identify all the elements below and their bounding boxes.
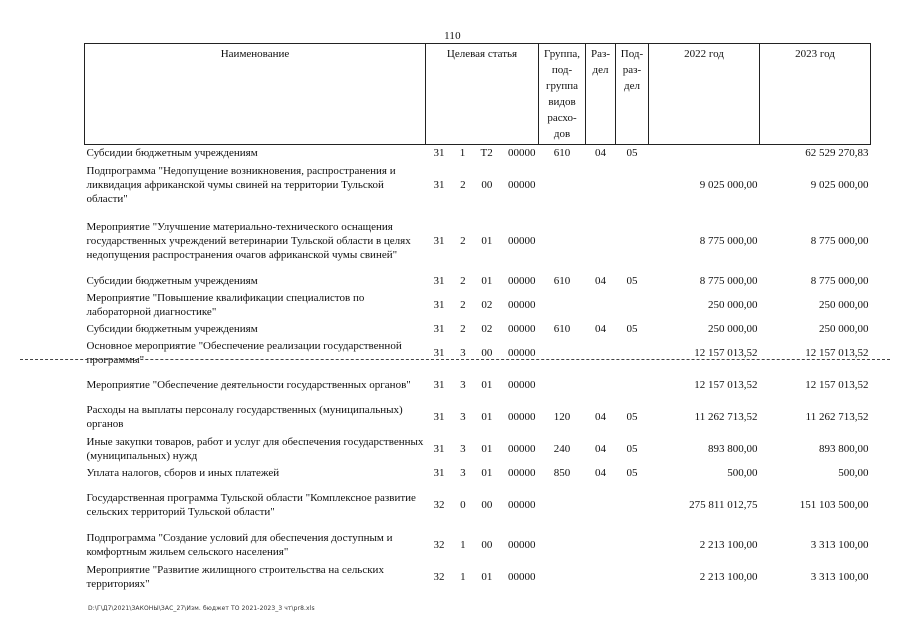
row-group: 850 [553,466,571,479]
header-year-2023: 2023 год [760,44,871,145]
code-part-c2: 2 [460,234,466,247]
row-value-2022: 8 775 000,00 [699,274,758,287]
row-section: 04 [595,442,606,455]
row-subsection [616,209,649,273]
row-value-2022: 275 811 012,75 [689,498,758,511]
code-part-c3: 01 [481,274,493,287]
code-part-c4: 00000 [507,178,536,191]
row-target-code [426,561,539,593]
row-name: Мероприятие "Повышение квалификации специалистов по лабораторной диагностике" [86,291,365,318]
header-year-2022: 2022 год [649,44,760,145]
row-section [586,369,616,401]
header-target: Целевая статья [426,44,539,145]
code-part-c3: 01 [481,234,493,247]
code-part-c1: 31 [433,234,445,247]
code-part-c4: 00000 [507,346,536,359]
row-target-code [426,321,539,337]
code-part-c2: 1 [459,146,466,159]
page-number: 110 [444,30,461,42]
table-row [85,369,871,401]
code-part-c3: 01 [481,466,493,479]
row-name: Мероприятие "Обеспечение деятельности государственных органов" [86,378,411,391]
code-part-c4: 00000 [507,442,536,455]
row-section [586,209,616,273]
code-part-c4: 00000 [507,274,536,287]
row-group: 240 [553,442,571,455]
code-part-c1: 32 [433,498,445,511]
row-name: Основное мероприятие "Обеспечение реализации государственной программы" [86,339,402,366]
row-name: Подпрограмма "Недопущение возникновения, распространения и ликвидация африканской чумы свиней на территории Тульской области" [86,164,396,205]
code-part-c2: 1 [460,570,466,583]
row-section [586,289,616,321]
row-subsection: 05 [626,274,638,287]
row-name: Субсидии бюджетным учреждениям [86,274,258,287]
row-value-2023: 151 103 500,00 [799,498,869,511]
row-section [586,481,616,529]
code-part-c2: 3 [460,442,466,455]
table-header-row [85,44,871,145]
code-part-c3: 00 [481,538,493,551]
row-target-code [426,465,539,481]
code-part-c4: 00000 [507,498,536,511]
row-group: 610 [553,274,571,287]
row-subsection [616,481,649,529]
row-section [586,561,616,593]
code-part-c1: 31 [433,274,445,287]
code-part-c1: 31 [433,298,445,311]
table-row [85,401,871,433]
table-row [85,465,871,481]
row-target-code [426,161,539,209]
header-section: Раз-дел [586,44,616,145]
row-value-2023: 3 313 100,00 [810,570,869,583]
code-part-c4: 00000 [507,234,536,247]
code-part-c4: 00000 [507,538,536,551]
row-group [539,289,586,321]
row-group: 120 [553,410,571,423]
row-value-2023: 250 000,00 [819,322,869,335]
code-part-c1: 31 [433,410,445,423]
row-subsection: 05 [626,146,638,159]
row-group [539,529,586,561]
row-target-code [426,433,539,465]
table-row [85,273,871,289]
row-value-2023: 8 775 000,00 [810,274,869,287]
row-subsection [616,529,649,561]
code-part-c1: 31 [433,466,445,479]
row-group [539,481,586,529]
code-part-c1: 31 [433,442,445,455]
row-subsection: 05 [626,466,638,479]
code-part-c1: 31 [433,322,445,335]
code-part-c3: 00 [481,346,493,359]
code-part-c3: 01 [481,442,493,455]
row-group [539,209,586,273]
code-part-c2: 2 [460,322,466,335]
row-name: Субсидии бюджетным учреждениям [86,146,258,159]
code-part-c4: 00000 [507,410,536,423]
row-value-2022: 8 775 000,00 [699,234,758,247]
table-row [85,321,871,337]
table-row [85,433,871,465]
code-part-c3: Т2 [480,146,493,159]
row-subsection [616,289,649,321]
row-subsection: 05 [626,442,638,455]
row-value-2023: 11 262 713,52 [805,410,869,423]
row-section: 04 [595,322,606,335]
row-section [586,337,616,369]
code-part-c2: 0 [460,498,466,511]
table-row [85,289,871,321]
row-value-2023: 500,00 [838,466,869,479]
row-target-code [426,145,539,161]
row-subsection [616,369,649,401]
row-value-2022: 9 025 000,00 [699,178,758,191]
code-part-c1: 31 [433,378,445,391]
row-target-code [426,337,539,369]
code-part-c2: 2 [460,274,466,287]
row-value-2022: 2 213 100,00 [699,538,758,551]
table-row [85,161,871,209]
code-part-c4: 00000 [507,378,536,391]
code-part-c2: 2 [460,298,466,311]
table-row [85,337,871,369]
row-name: Мероприятие "Развитие жилищного строительства на сельских территориях" [86,563,384,590]
row-subsection: 05 [626,410,638,423]
row-value-2023: 12 157 013,52 [805,378,869,391]
header-name: Наименование [85,44,426,145]
row-target-code [426,529,539,561]
row-name: Расходы на выплаты персоналу государственных (муниципальных) органов [86,403,403,430]
row-target-code [426,369,539,401]
row-subsection [616,561,649,593]
code-part-c3: 01 [481,570,493,583]
row-target-code [426,481,539,529]
code-part-c3: 01 [481,410,493,423]
row-name: Субсидии бюджетным учреждениям [86,322,258,335]
row-target-code [426,289,539,321]
row-subsection [616,337,649,369]
code-part-c4: 00000 [507,322,536,335]
code-part-c2: 3 [460,378,466,391]
row-name: Уплата налогов, сборов и иных платежей [86,466,280,479]
row-value-2022: 500,00 [727,466,758,479]
row-value-2023: 12 157 013,52 [805,346,869,359]
row-target-code [426,401,539,433]
row-value-2023: 9 025 000,00 [810,178,869,191]
code-part-c2: 2 [460,178,466,191]
row-value-2022: 12 157 013,52 [694,346,758,359]
code-part-c3: 01 [481,378,493,391]
code-part-c1: 31 [433,146,445,159]
row-value-2022: 12 157 013,52 [694,378,758,391]
row-value-2023: 8 775 000,00 [810,234,869,247]
row-name: Иные закупки товаров, работ и услуг для обеспечения государственных (муниципальных) нужд [86,435,424,462]
code-part-c2: 3 [460,346,466,359]
row-value-2022: 2 213 100,00 [699,570,758,583]
row-group: 610 [553,146,571,159]
code-part-c2: 1 [460,538,466,551]
row-section: 04 [595,466,606,479]
row-subsection: 05 [626,322,638,335]
row-group [539,561,586,593]
row-section [586,529,616,561]
row-section: 04 [595,410,606,423]
code-part-c3: 02 [481,322,493,335]
row-value-2022: 893 800,00 [708,442,758,455]
page-break-line [20,359,890,360]
code-part-c1: 31 [433,346,445,359]
row-name: Мероприятие "Улучшение материально-технического оснащения государственных учреждений ветеринарии Тульской области в целях недопущения распространения очагов африканской чумы свиней" [86,220,411,261]
code-part-c4: 00000 [507,146,536,159]
row-value-2022: 250 000,00 [708,322,758,335]
row-group [539,337,586,369]
row-value-2023: 62 529 270,83 [805,146,869,159]
row-group [539,369,586,401]
row-group [539,161,586,209]
budget-table [84,43,871,593]
table-row [85,561,871,593]
table-row [85,529,871,561]
header-subsection: Под-раз-дел [616,44,649,145]
row-section: 04 [595,146,606,159]
code-part-c1: 31 [433,178,445,191]
code-part-c2: 3 [460,410,466,423]
footer-file-path: D:\Г\Д7\2021\ЗАКОНЫ\ЗАС_27\Изм. бюджет ТО 2021-2023_3 чт\pr8.xls [88,605,315,612]
row-name: Подпрограмма "Создание условий для обеспечения доступным и комфортным жильем сельского населения" [86,531,393,558]
row-group: 610 [553,322,571,335]
row-name: Государственная программа Тульской области "Комплексное развитие сельских территорий Тульской области" [86,491,416,518]
row-value-2022: 250 000,00 [708,298,758,311]
row-value-2022: 11 262 713,52 [694,410,758,423]
row-section: 04 [595,274,606,287]
code-part-c2: 3 [460,466,466,479]
code-part-c3: 00 [481,178,493,191]
code-part-c1: 32 [433,570,445,583]
row-value-2023: 893 800,00 [819,442,869,455]
code-part-c1: 32 [433,538,445,551]
code-part-c3: 00 [481,498,493,511]
table-body [85,145,871,593]
code-part-c4: 00000 [507,570,536,583]
table-row [85,145,871,161]
row-value-2023: 3 313 100,00 [810,538,869,551]
code-part-c4: 00000 [507,466,536,479]
table-row [85,481,871,529]
table-row [85,209,871,273]
row-value-2022 [649,145,760,161]
row-section [586,161,616,209]
header-group: Группа, под-группа видов расхо-дов [539,44,586,145]
code-part-c3: 02 [481,298,493,311]
row-target-code [426,273,539,289]
row-value-2023: 250 000,00 [819,298,869,311]
row-subsection [616,161,649,209]
row-target-code [426,209,539,273]
code-part-c4: 00000 [507,298,536,311]
